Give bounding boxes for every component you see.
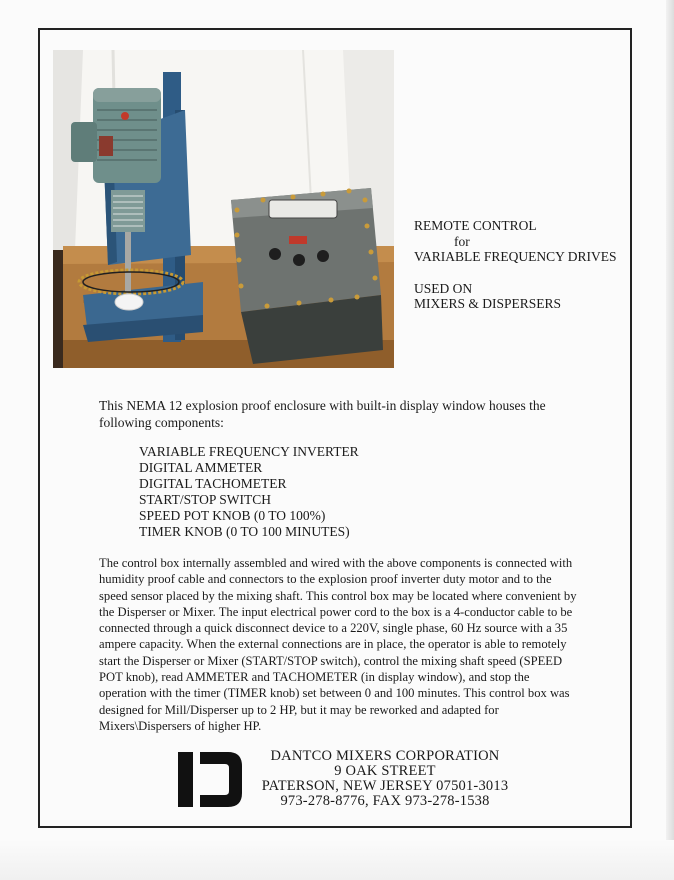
- list-item: SPEED POT KNOB (0 TO 100%): [139, 508, 326, 523]
- title-line-vfd: VARIABLE FREQUENCY DRIVES: [414, 249, 617, 264]
- list-item: DIGITAL TACHOMETER: [139, 476, 287, 491]
- title-line-mixers: MIXERS & DISPERSERS: [414, 296, 562, 311]
- page-bottom-shadow: [0, 840, 674, 880]
- company-phones: 973-278-8776, FAX 973-278-1538: [280, 793, 490, 809]
- list-item: DIGITAL AMMETER: [139, 460, 263, 475]
- title-line-used-on: USED ON: [414, 280, 473, 296]
- company-name: DANTCO MIXERS CORPORATION: [270, 748, 500, 764]
- page-edge: [666, 0, 674, 880]
- company-city: PATERSON, NEW JERSEY 07501-3013: [261, 778, 509, 794]
- company-address-block: [250, 749, 520, 809]
- title-block: [414, 218, 644, 312]
- description-text: The control box internally assembled and wired with the above components is connected with humidity proof cable and connectors to the explosion proof inverter duty motor and to the speed sensor placed by the mixing shaft. This control box may be located where convenient by the Disperser or Mixer. The input electrical power cord to the box is a 4-conductor cable to be connected through a quick disconnect device to a 220V, single phase, 60 Hz source with a 35 ampere capacity. When the external connections are in place, the operator is able to remotely start the Disperser or Mixer (START/STOP switch), control the mixing shaft speed (SPEED POT knob), read AMMETER and TACHOMETER (in display window), and stop the operation with the timer (TIMER knob) set between 0 and 100 minutes. This control box was designed for Mill/Disperser up to 2 HP, but it may be reworked and adapted for Mixers\Dispersers of higher HP.: [99, 556, 577, 733]
- list-item: TIMER KNOB (0 TO 100 MINUTES): [139, 524, 350, 539]
- list-item: VARIABLE FREQUENCY INVERTER: [139, 444, 359, 459]
- list-item: START/STOP SWITCH: [139, 492, 272, 507]
- product-photo: [53, 50, 394, 368]
- title-line-remote-control: REMOTE CONTROL: [414, 218, 537, 233]
- company-logo: [178, 752, 242, 807]
- intro-paragraph: This NEMA 12 explosion proof enclosure with built-in display window houses the following components:: [99, 398, 546, 430]
- company-street: 9 OAK STREET: [334, 763, 436, 779]
- title-line-for: for: [454, 233, 470, 249]
- components-list: [139, 444, 489, 540]
- description-paragraph: [99, 555, 577, 734]
